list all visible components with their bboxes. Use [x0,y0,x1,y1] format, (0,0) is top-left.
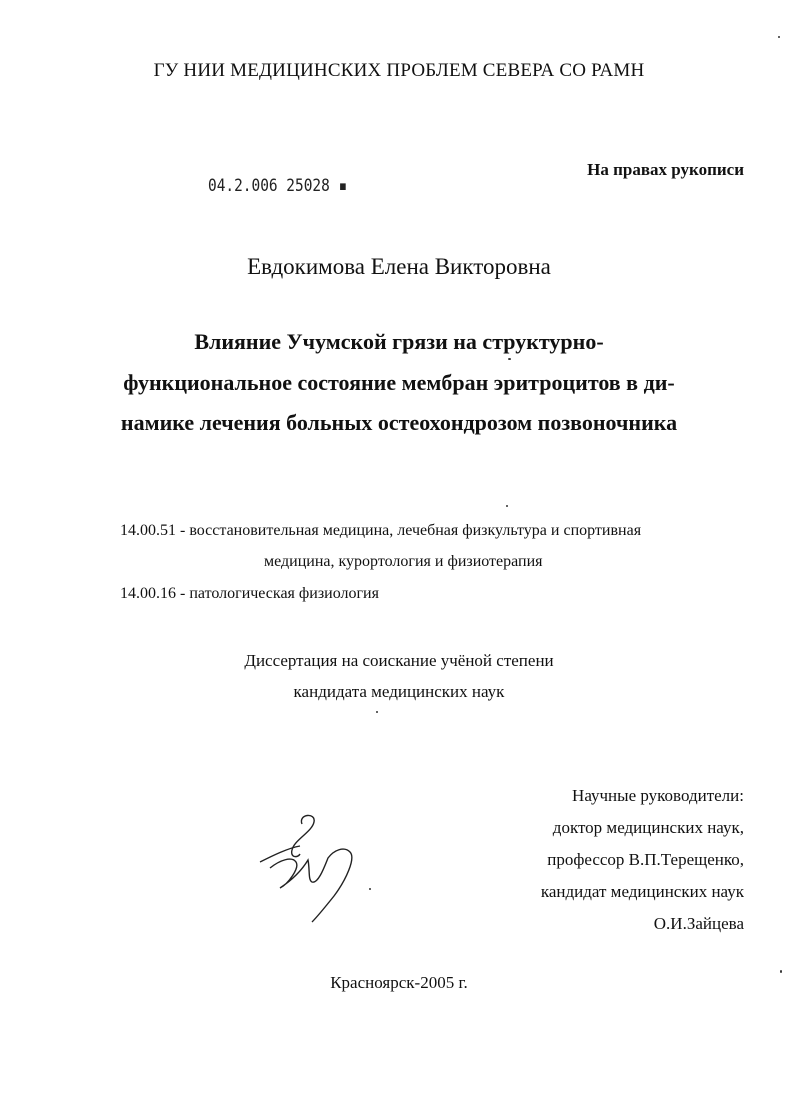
supervisor-1-degree: доктор медицинских наук, [552,818,744,837]
supervisor-2-degree: кандидат медицинских наук [540,882,744,901]
author-name: Евдокимова Елена Викторовна [247,254,551,279]
manuscript-rights-note: На правах рукописи [587,160,744,179]
registration-stamp [208,176,347,196]
title-line-1: Влияние Учумской грязи на структурно- [194,329,604,354]
scan-speck [369,888,371,890]
scan-speck [780,970,782,973]
specialty-line-1: 14.00.51 - восстановительная медицина, лечебная физкультура и спортивная [120,522,642,539]
title-line-2: функциональное состояние мембран эритроцитов в ди- [123,370,675,395]
handwritten-signature [258,810,368,925]
specialty-line-2: медицина, курортология и физиотерапия [264,553,543,570]
institution-header: ГУ НИИ МЕДИЦИНСКИХ ПРОБЛЕМ СЕВЕРА СО РАМН [153,60,645,81]
scan-speck [778,36,780,38]
degree-line-2: кандидата медицинских наук [293,682,505,701]
scan-speck [376,711,378,713]
title-line-3: намике лечения больных остеохондрозом позвоночника [120,410,678,435]
specialty-line-3: 14.00.16 - патологическая физиология [120,585,379,602]
degree-line-1: Диссертация на соискание учёной степени [244,651,554,670]
stamp-number: 04.2.006 25028 [208,176,330,196]
supervisor-2-name: О.И.Зайцева [653,914,744,933]
supervisor-1-name: профессор В.П.Терещенко, [547,850,744,869]
stamp-dash: ▪ [329,176,348,196]
city-year: Красноярск-2005 г. [330,973,468,992]
supervisors-heading: Научные руководители: [572,786,744,805]
scan-speck [508,358,511,360]
scan-speck [506,505,508,507]
